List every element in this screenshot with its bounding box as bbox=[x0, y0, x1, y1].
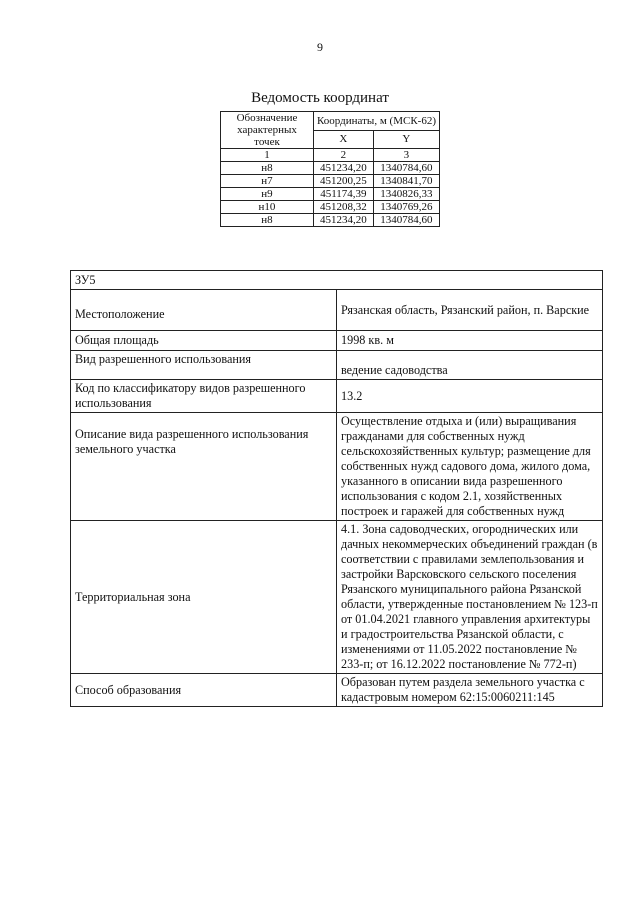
y-cell: 1340784,60 bbox=[373, 214, 439, 227]
row-label: Общая площадь bbox=[71, 331, 337, 351]
table-row bbox=[221, 188, 440, 201]
x-cell: 451174,39 bbox=[314, 188, 374, 201]
row-value: 4.1. Зона садоводческих, огороднических или дачных некоммерческих объединений граждан (в соответствии с правилами землепользования и застройки Варсковского сельского поселения Рязанского муниципального района Рязанской области, утвержденные постановлением № 123-п от 01.04.2021 главного управления архитектуры и градостроительства Рязанской области, с изменениями от 11.05.2022 постановление № 233-п; от 16.12.2022 постановление № 772-п) bbox=[337, 521, 603, 674]
column-number: 1 bbox=[221, 149, 314, 162]
row-value: Рязанская область, Рязанский район, п. Варские bbox=[337, 290, 603, 331]
row-label: Описание вида разрешенного использования земельного участка bbox=[71, 413, 337, 521]
column-number: 2 bbox=[314, 149, 374, 162]
table-row bbox=[221, 175, 440, 188]
y-cell: 1340769,26 bbox=[373, 201, 439, 214]
coordinates-title: Ведомость координат bbox=[251, 90, 389, 106]
x-cell: 451234,20 bbox=[314, 214, 374, 227]
coords-column-header: Координаты, м (МСК-62) bbox=[314, 112, 440, 131]
table-row bbox=[221, 201, 440, 214]
table-row bbox=[71, 290, 603, 331]
column-number-row bbox=[221, 149, 440, 162]
y-cell: 1340826,33 bbox=[373, 188, 439, 201]
parcel-id: ЗУ5 bbox=[71, 271, 603, 290]
y-cell: 1340841,70 bbox=[373, 175, 439, 188]
point-column-header: Обозначение характерных точек bbox=[221, 112, 314, 149]
row-label: Территориальная зона bbox=[71, 521, 337, 674]
table-row bbox=[71, 413, 603, 521]
row-value: ведение садоводства bbox=[337, 351, 603, 380]
row-label: Вид разрешенного использования bbox=[71, 351, 337, 380]
table-row bbox=[71, 351, 603, 380]
table-row bbox=[221, 162, 440, 175]
row-label: Местоположение bbox=[71, 290, 337, 331]
page-number: 9 bbox=[317, 40, 323, 54]
column-number: 3 bbox=[373, 149, 439, 162]
x-column-header: X bbox=[314, 130, 374, 149]
row-value: Осуществление отдыха и (или) выращивания гражданами для собственных нужд сельскохозяйственных культур; размещение для собственных нужд садового дома, жилого дома, указанного в описании вида разрешенного использования с кодом 2.1, хозяйственных построек и гаражей для собственных нужд bbox=[337, 413, 603, 521]
row-label: Код по классификатору видов разрешенного использования bbox=[71, 380, 337, 413]
x-cell: 451208,32 bbox=[314, 201, 374, 214]
parcel-id-row bbox=[71, 271, 603, 290]
row-value: Образован путем раздела земельного участка с кадастровым номером 62:15:0060211:145 bbox=[337, 674, 603, 707]
table-row bbox=[71, 331, 603, 351]
x-cell: 451200,25 bbox=[314, 175, 374, 188]
row-label: Способ образования bbox=[71, 674, 337, 707]
row-value: 13.2 bbox=[337, 380, 603, 413]
table-row bbox=[71, 380, 603, 413]
coordinates-table bbox=[220, 111, 440, 227]
parcel-info-table bbox=[70, 270, 603, 707]
table-row bbox=[71, 674, 603, 707]
y-cell: 1340784,60 bbox=[373, 162, 439, 175]
point-cell: н10 bbox=[221, 201, 314, 214]
table-row bbox=[221, 214, 440, 227]
point-cell: н8 bbox=[221, 162, 314, 175]
point-cell: н8 bbox=[221, 214, 314, 227]
table-row bbox=[71, 521, 603, 674]
row-value: 1998 кв. м bbox=[337, 331, 603, 351]
y-column-header: Y bbox=[373, 130, 439, 149]
x-cell: 451234,20 bbox=[314, 162, 374, 175]
point-cell: н9 bbox=[221, 188, 314, 201]
point-cell: н7 bbox=[221, 175, 314, 188]
